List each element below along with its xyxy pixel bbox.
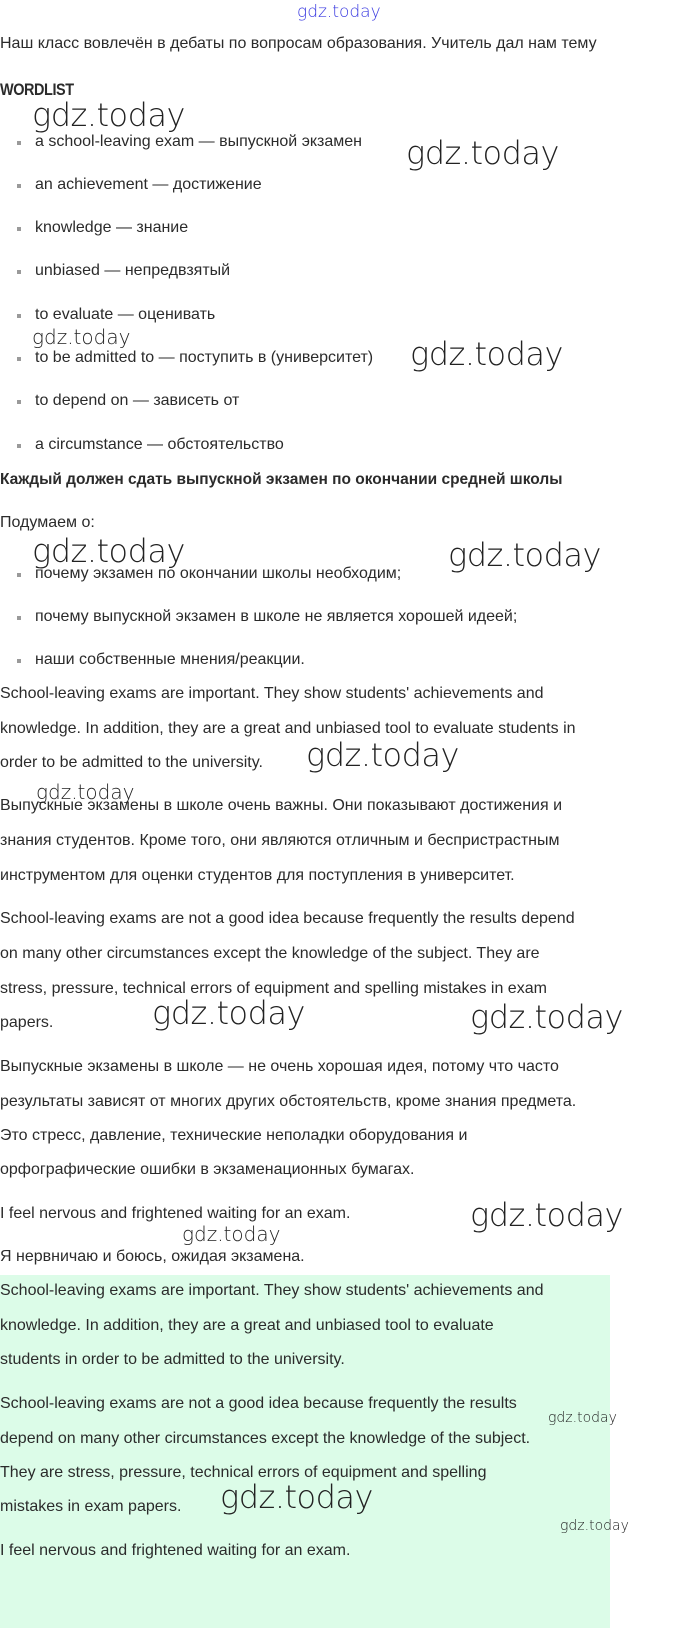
paragraph-line: Выпускные экзамены в школе очень важны. Они показывают достижения и (0, 797, 563, 814)
watermark: gdz.today (32, 96, 185, 134)
paragraph-line: papers. (0, 1014, 54, 1031)
paragraph-line: order to be admitted to the university. (0, 754, 263, 771)
paragraph-line: on many other circumstances except the knowledge of the subject. They are (0, 945, 540, 962)
wordlist-item: an achievement — достижение (35, 176, 262, 193)
bullet-icon (17, 227, 21, 231)
answer-line: School-leaving exams are important. They show students' achievements and (0, 1282, 544, 1299)
paragraph-line: орфографические ошибки в экзаменационных бумагах. (0, 1161, 415, 1178)
watermark: gdz.today (152, 994, 305, 1032)
answer-line: School-leaving exams are not a good idea because frequently the results (0, 1395, 517, 1412)
watermark: gdz.today (32, 532, 185, 570)
bullet-icon (17, 573, 21, 577)
paragraph-line: School-leaving exams are not a good idea because frequently the results depend (0, 910, 575, 927)
wordlist-item: unbiased — непредвзятый (35, 262, 231, 279)
watermark: gdz.today (560, 1518, 629, 1534)
paragraph-line: knowledge. In addition, they are a great and unbiased tool to evaluate students in (0, 720, 576, 737)
paragraph-line: Я нервничаю и боюсь, ожидая экзамена. (0, 1248, 305, 1265)
watermark: gdz.today (470, 1196, 623, 1234)
bullet-icon (17, 357, 21, 361)
watermark: gdz.today (406, 134, 559, 172)
watermark: gdz.today (32, 325, 131, 349)
intro-text: Наш класс вовлечён в дебаты по вопросам образования. Учитель дал нам тему (0, 35, 597, 52)
think-item: наши собственные мнения/реакции. (35, 651, 305, 668)
bullet-icon (17, 616, 21, 620)
bullet-icon (17, 314, 21, 318)
answer-line: depend on many other circumstances except the knowledge of the subject. (0, 1430, 531, 1447)
watermark: gdz.today (470, 998, 623, 1036)
wordlist-item: knowledge — знание (35, 219, 189, 236)
watermark: gdz.today (220, 1478, 373, 1516)
watermark: gdz.today (36, 780, 135, 804)
paragraph-line: Это стресс, давление, технические неполадки оборудования и (0, 1127, 468, 1144)
wordlist-item: to be admitted to — поступить в (университет) (35, 349, 374, 366)
wordlist-title: WORDLIST (0, 80, 74, 99)
bullet-icon (17, 444, 21, 448)
paragraph-line: I feel nervous and frightened waiting for an exam. (0, 1205, 351, 1222)
think-label: Подумаем о: (0, 514, 95, 531)
watermark: gdz.today (306, 736, 459, 774)
wordlist-item: to depend on — зависеть от (35, 392, 240, 409)
paragraph-line: Выпускные экзамены в школе — не очень хорошая идея, потому что часто (0, 1058, 559, 1075)
watermark: gdz.today (448, 536, 601, 574)
paragraph-line: stress, pressure, technical errors of equipment and spelling mistakes in exam (0, 980, 547, 997)
think-item: почему экзамен по окончании школы необходим; (35, 565, 402, 582)
paragraph-line: результаты зависят от многих других обстоятельств, кроме знания предмета. (0, 1093, 577, 1110)
bullet-icon (17, 184, 21, 188)
wordlist-item: to evaluate — оценивать (35, 306, 216, 323)
wordlist-item: a school-leaving exam — выпускной экзамен (35, 133, 362, 150)
wordlist-item: a circumstance — обстоятельство (35, 436, 284, 453)
watermark-top: gdz.today (297, 2, 381, 22)
paragraph-line: инструментом для оценки студентов для поступления в университет. (0, 867, 515, 884)
bullet-icon (17, 400, 21, 404)
topic-heading: Каждый должен сдать выпускной экзамен по окончании средней школы (0, 471, 563, 488)
paragraph-line: знания студентов. Кроме того, они являются отличным и беспристрастным (0, 832, 560, 849)
bullet-icon (17, 270, 21, 274)
paragraph-line: School-leaving exams are important. They show students' achievements and (0, 685, 544, 702)
watermark: gdz.today (548, 1410, 617, 1426)
answer-line: They are stress, pressure, technical errors of equipment and spelling (0, 1464, 487, 1481)
bullet-icon (17, 659, 21, 663)
answer-line: mistakes in exam papers. (0, 1498, 182, 1515)
answer-line: knowledge. In addition, they are a great and unbiased tool to evaluate (0, 1317, 494, 1334)
bullet-icon (17, 141, 21, 145)
think-item: почему выпускной экзамен в школе не является хорошей идеей; (35, 608, 518, 625)
answer-line: students in order to be admitted to the university. (0, 1351, 345, 1368)
watermark: gdz.today (410, 335, 563, 373)
watermark: gdz.today (182, 1222, 281, 1246)
answer-line: I feel nervous and frightened waiting for an exam. (0, 1542, 351, 1559)
